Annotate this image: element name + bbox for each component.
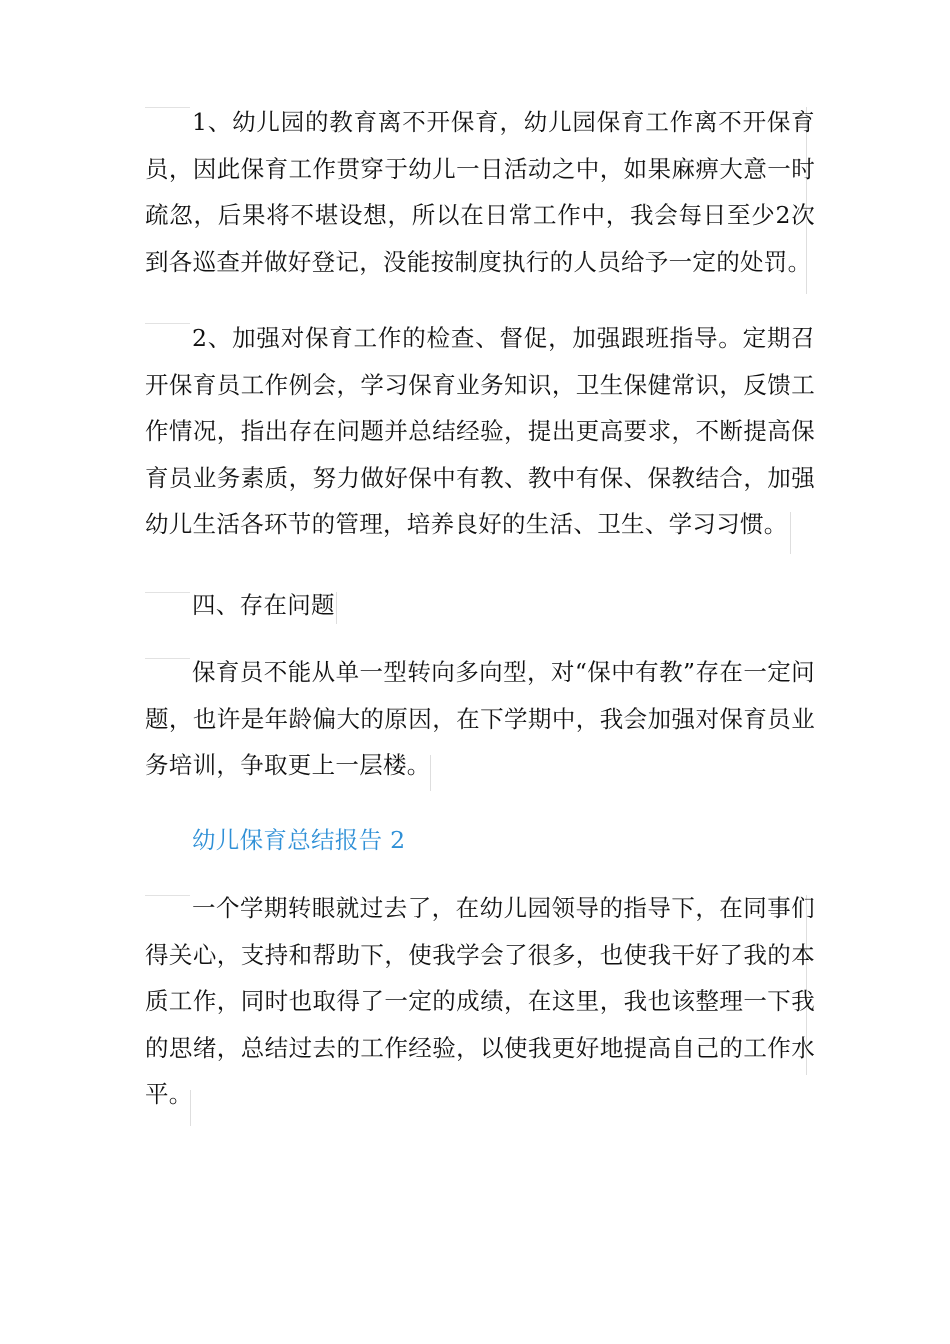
section-heading: 幼儿保育总结报告 2 bbox=[192, 826, 406, 854]
subsection-title: 四、存在问题 bbox=[192, 591, 335, 619]
body-paragraph-1: 1、幼儿园的教育离不开保育，幼儿园保育工作离不开保育员，因此保育工作贯穿于幼儿一日活动之中，如果麻痹大意一时疏忽，后果将不堪设想，所以在日常工作中，我会每日至少2次到各巡查并做好登记，没能按制度执行的人员给予一定的处罚。 bbox=[145, 108, 815, 276]
body-paragraph-3: 保育员不能从单一型转向多向型，对“保中有教”存在一定问题，也许是年龄偏大的原因，在下学期中，我会加强对保育员业务培训，争取更上一层楼。 bbox=[145, 658, 815, 779]
body-paragraph-4: 一个学期转眼就过去了，在幼儿园领导的指导下，在同事们得关心，支持和帮助下，使我学会了很多，也使我干好了我的本质工作，同时也取得了一定的成绩，在这里，我也该整理一下我的思绪，总结过去的工作经验，以使我更好地提高自己的工作水平。 bbox=[145, 894, 815, 1108]
body-paragraph-2: 2、加强对保育工作的检查、督促，加强跟班指导。定期召开保育员工作例会，学习保育业务知识，卫生保健常识，反馈工作情况，指出存在问题并总结经验，提出更高要求，不断提高保育员业务素质，努力做好保中有教、教中有保、保教结合，加强幼儿生活各环节的管理，培养良好的生活、卫生、学习习惯。 bbox=[145, 324, 815, 538]
